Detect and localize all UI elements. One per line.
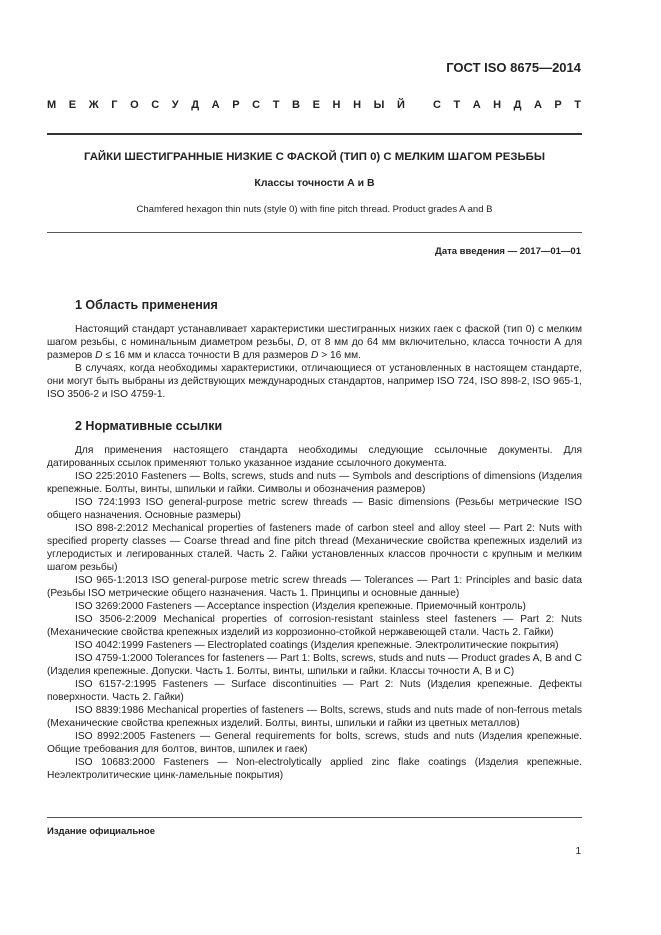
page-number: 1 [575, 846, 581, 857]
section-2-heading: 2 Нормативные ссылки [75, 419, 223, 433]
interstate-word-1: М Е Ж Г О С У Д А Р С Т В Е Н Н Ы Й [47, 99, 405, 111]
reference-item: ISO 8992:2005 Fasteners — General requirements for bolts, screws, studs and nuts (Изделия крепежные. Общие требования для болтов, винтов, шпилек и гаек) [47, 731, 582, 755]
reference-item: ISO 4042:1999 Fasteners — Electroplated coatings (Изделия крепежные. Электролитические покрытия) [75, 640, 559, 651]
section-1-body [47, 323, 582, 401]
reference-item: ISO 6157-2:1995 Fasteners — Surface discontinuities — Part 2: Nuts (Изделия крепежные. Дефекты поверхности. Часть 2. Гайки) [47, 679, 582, 703]
reference-item: ISO 965-1:2013 ISO general-purpose metric screw threads — Tolerances — Part 1: Principles and basic data (Резьбы ISO метрические общего назначения. Часть 1. Принципы и основные данные) [47, 575, 582, 599]
section-1-heading: 1 Область применения [75, 298, 218, 312]
document-title: ГАЙКИ ШЕСТИГРАННЫЕ НИЗКИЕ С ФАСКОЙ (ТИП 0) С МЕЛКИМ ШАГОМ РЕЗЬБЫ [83, 151, 546, 163]
interstate-standard-banner [47, 99, 581, 111]
reference-item: ISO 4759-1:2000 Tolerances for fasteners — Part 1: Bolts, screws, studs and nuts — Product grades A, B and C (Изделия крепежные. Допуски. Часть 1. Болты, винты, шпильки и гайки. Классы точности А, В и С) [47, 653, 582, 677]
reference-item: ISO 10683:2000 Fasteners — Non-electrolytically applied zinc flake coatings (Изделия крепежные. Неэлектролитические цинк-ламельные покрытия) [47, 757, 582, 781]
reference-item: ISO 724:1993 ISO general-purpose metric screw threads — Basic dimensions (Резьбы метрические ISO общего назначения. Основные размеры) [47, 497, 582, 521]
header-divider [47, 133, 582, 135]
document-subtitle: Классы точности А и В [254, 177, 375, 189]
reference-item: ISO 8839:1986 Mechanical properties of fasteners — Bolts, screws, studs and nuts made of non-ferrous metals (Механические свойства крепежных изделий. Болты, винты, шпильки и гайки из цветных металлов) [47, 705, 582, 729]
footer-divider [47, 817, 582, 818]
official-edition-label: Издание официальное [47, 826, 155, 837]
section-1-paragraph-2: В случаях, когда необходимы характеристики, отличающиеся от установленных в настоящем стандарте, они могут быть выбраны из действующих международных стандартов, например ISO 724, ISO 898-2, ISO 965-1, ISO 3506-2 и ISO 4759-1. [47, 363, 582, 400]
reference-item: ISO 3269:2000 Fasteners — Acceptance inspection (Изделия крепежные. Приемочный контроль) [75, 601, 526, 612]
reference-item: ISO 225:2010 Fasteners — Bolts, screws, studs and nuts — Symbols and descriptions of dimensions (Изделия крепежные. Болты, винты, шпильки и гайки. Символы и обозначения размеров) [47, 471, 582, 495]
standard-designation: ГОСТ ISO 8675—2014 [446, 60, 581, 75]
title-divider [47, 232, 582, 233]
references-intro: Для применения настоящего стандарта необходимы следующие ссылочные документы. Для датированных ссылок применяют только указанное издание ссылочного документа. [47, 445, 582, 469]
reference-item: ISO 3506-2:2009 Mechanical properties of corrosion-resistant stainless steel fasteners — Part 2: Nuts (Механические свойства крепежных изделий из коррозионно-стойкой нержавеющей стали. Часть 2. Гайки) [47, 614, 582, 638]
normative-references [47, 444, 582, 782]
interstate-word-2: С Т А Н Д А Р Т [433, 99, 581, 111]
introduction-date: Дата введения — 2017—01—01 [435, 246, 581, 257]
english-title: Chamfered hexagon thin nuts (style 0) with fine pitch thread. Product grades A and B [136, 204, 493, 215]
reference-item: ISO 898-2:2012 Mechanical properties of fasteners made of carbon steel and alloy steel — Part 2: Nuts with specified property classes — Coarse thread and fine pitch thread (Механические свойства крепежных изделий из углеродистых и легированных сталей. Часть 2. Гайки установленных классов прочности с крупным и мелким шагом резьбы) [47, 523, 582, 573]
section-1-paragraph-1: Настоящий стандарт устанавливает характеристики шестигранных низких гаек с фаской (тип 0) с мелким шагом резьбы, с номинальным диаметром резьбы, D, от 8 мм до 64 мм включительно, класса точности А для размеров D ≤ 16 мм и класса точности В для размеров D > 16 мм. [47, 324, 582, 361]
